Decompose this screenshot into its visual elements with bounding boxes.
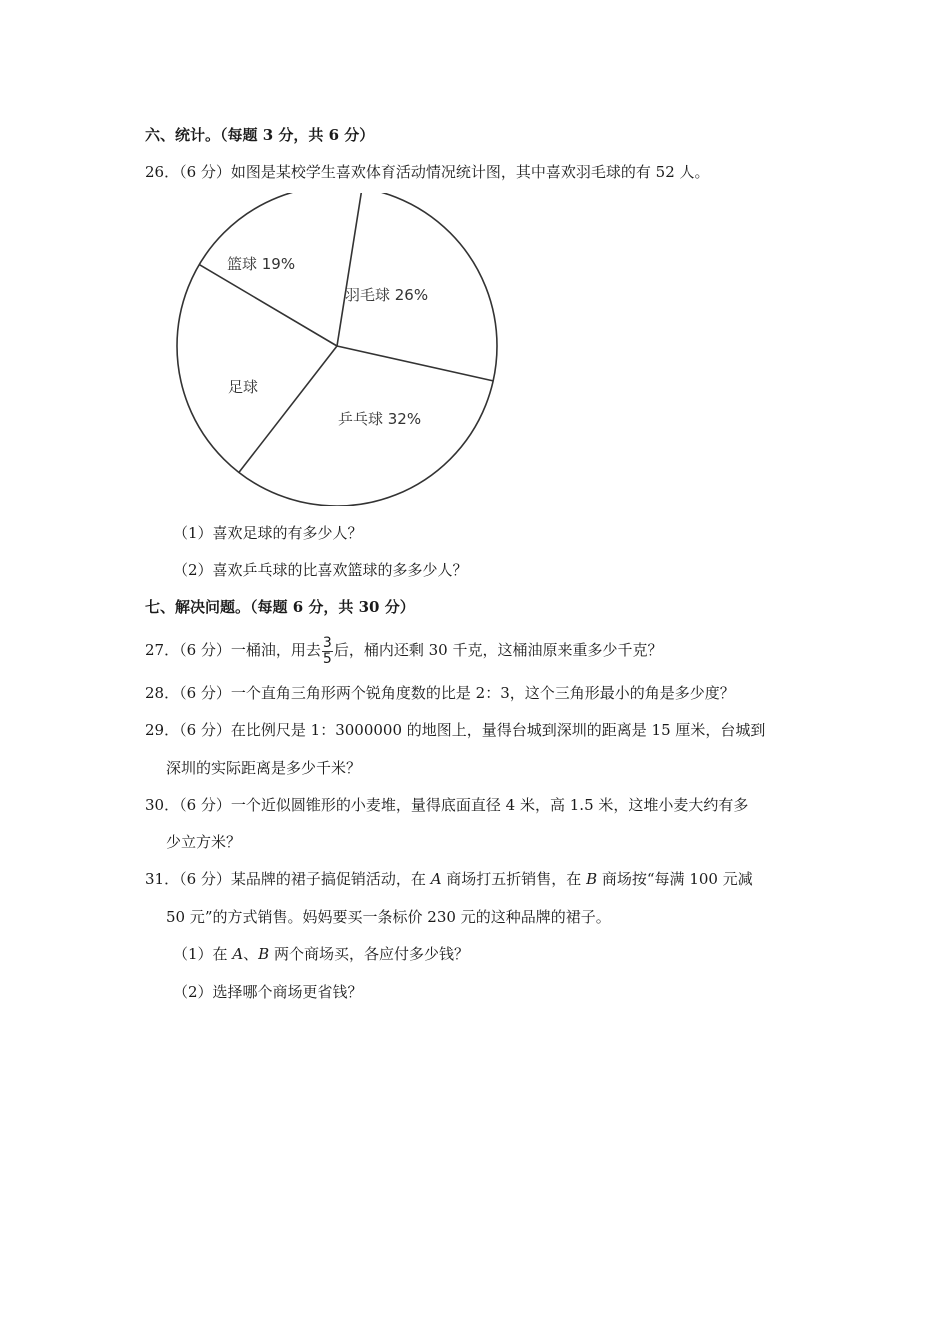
question-number: 29．: [145, 721, 180, 739]
pie-label-pingpong: 乒乓球 32%: [338, 410, 422, 428]
question-text: 某品牌的裙子搞促销活动，在: [230, 870, 431, 888]
fraction-denominator: 5: [322, 650, 332, 667]
pie-chart: [165, 193, 498, 506]
question-points: （6 分）: [179, 721, 231, 739]
section-7-heading: 七、解决问题。（每题 6 分，共 30 分）: [145, 598, 415, 616]
fraction-numerator: 3: [322, 634, 332, 651]
question-points: （6 分）: [179, 684, 231, 702]
question-26-sub2: （2）喜欢乒乓球的比喜欢篮球的多多少人？: [173, 561, 468, 579]
pie-chart-svg: [165, 193, 498, 506]
question-number: 31．: [145, 870, 180, 888]
fraction: [322, 636, 333, 667]
section-6-heading: 六、统计。（每题 3 分，共 6 分）: [145, 126, 375, 144]
question-31-sub1: [173, 944, 469, 964]
question-text: 如图是某校学生喜欢体育活动情况统计图，其中喜欢羽毛球的有 52 人。: [230, 163, 710, 181]
store-a: A: [232, 945, 244, 963]
question-27: [145, 633, 662, 667]
store-b: B: [586, 870, 598, 888]
question-points: （6 分）: [179, 870, 231, 888]
question-number: 27．: [145, 641, 180, 659]
question-26: [145, 162, 710, 182]
question-text-cont: 后，桶内还剩 30 千克，这桶油原来重多少千克？: [333, 641, 663, 659]
question-31-sub2: （2）选择哪个商场更省钱？: [173, 983, 363, 1001]
question-29: [145, 720, 765, 740]
question-points: （6 分）: [179, 641, 231, 659]
question-31: [145, 869, 753, 889]
question-number: 28．: [145, 684, 180, 702]
question-30: [145, 795, 748, 815]
question-text: 一桶油，用去: [230, 641, 321, 659]
question-text: 一个近似圆锥形的小麦堆，量得底面直径 4 米，高 1.5 米，这堆小麦大约有多: [230, 796, 749, 814]
question-number: 26．: [145, 163, 180, 181]
question-26-sub1: （1）喜欢足球的有多少人？: [173, 524, 363, 542]
sub-text: 、: [243, 945, 259, 963]
pie-label-basketball: 篮球 19%: [227, 255, 296, 273]
question-points: （6 分）: [179, 796, 231, 814]
question-text: 在比例尺是 1：3000000 的地图上，量得台城到深圳的距离是 15 厘米，台城到: [230, 721, 766, 739]
store-b: B: [258, 945, 270, 963]
sub-text: （1）在: [173, 945, 233, 963]
question-text: 一个直角三角形两个锐角度数的比是 2：3，这个三角形最小的角是多少度？: [230, 684, 735, 702]
sub-text: 两个商场买，各应付多少钱？: [269, 945, 469, 963]
question-30-cont: 少立方米？: [166, 833, 242, 851]
question-28: [145, 683, 735, 703]
question-points: （6 分）: [179, 163, 231, 181]
question-29-cont: 深圳的实际距离是多少千米？: [166, 759, 362, 777]
pie-label-badminton: 羽毛球 26%: [345, 286, 429, 304]
question-number: 30．: [145, 796, 180, 814]
pie-outline: [177, 193, 497, 506]
pie-label-football: 足球: [228, 378, 259, 396]
question-31-cont: 50 元”的方式销售。妈妈要买一条标价 230 元的这种品牌的裙子。: [166, 908, 611, 926]
store-a: A: [430, 870, 442, 888]
question-text: 商场打五折销售，在: [441, 870, 587, 888]
question-text: 商场按“每满 100 元减: [597, 870, 753, 888]
